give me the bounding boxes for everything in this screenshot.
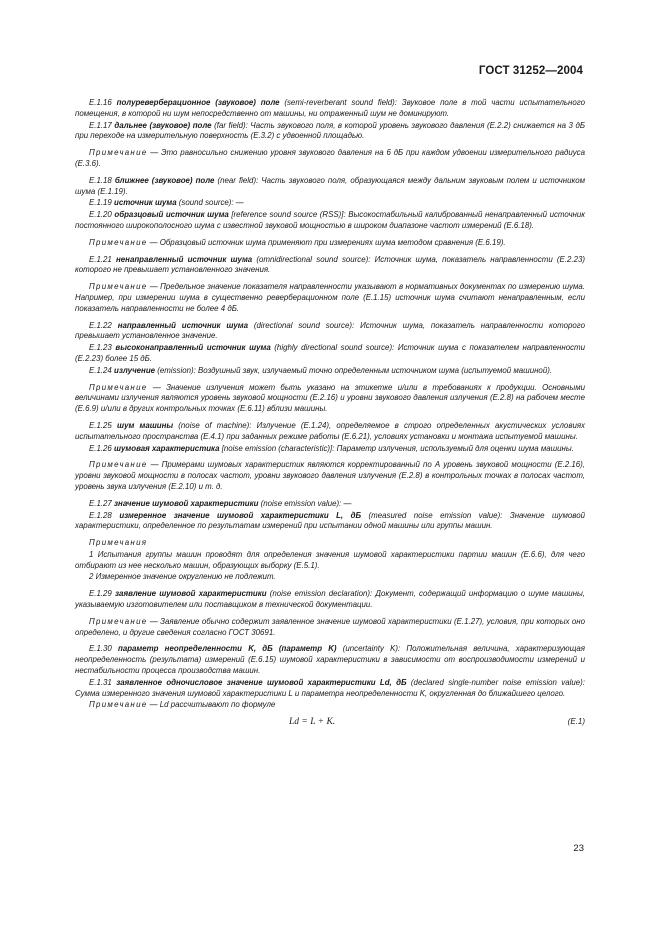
entry-e1-28: Е.1.28 измеренное значение шумовой характеристики L, дБ (measured noise emission value): Значение шумовой характеристики, определенное по результатам измерений при испытании одной машины или группы машин. <box>75 510 585 531</box>
entry-e1-17: Е.1.17 дальнее (звуковое) поле (far field): Часть звукового поля, в которой уровень звукового давления (Е.2.2) снижается на 3 дБ при переходе на измерительную поверхность (Е.3.2) с удвоенной площадью. <box>75 120 585 141</box>
note: Примечание — Это равносильно снижению уровня звукового давления на 6 дБ при каждом удвоении измерительного радиуса (Е.3.6). <box>75 148 585 168</box>
note: Примечание — Значение излучения может быть указано на этикетке и/или в требованиях к продукции. Основными величинами излучения являются уровень звуковой мощности (Е.2.16) и уровни звукового давления излучения (Е.2.8) на рабочем месте (Е.6.9) и/или в других контрольных точках (Е.6.11) вблизи машины. <box>75 382 585 414</box>
formula-note: Примечание — Ld рассчитывают по формуле <box>89 700 276 710</box>
entry-e1-20: Е.1.20 образцовый источник шума [reference sound source (RSS)]: Высокостабильный калиброванный ненаправленный источник постоянного широкополосного шума с известной звуковой мощностью в широком диапазоне частот измерений (Е.6.18). <box>75 210 585 230</box>
formula-expression: Ld = L + K. <box>289 717 336 728</box>
page-number: 23 <box>573 843 584 854</box>
entry-e1-29: Е.1.29 заявление шумовой характеристики (noise emission declaration): Документ, содержащий информацию о шуме машины, указываемую изготовителем или поставщиком в технической документации. <box>75 589 585 610</box>
entry-e1-24: Е.1.24 излучение (emission): Воздушный звук, излучаемый точно определенным источником шума (испытуемой машиной). <box>89 365 553 375</box>
entry-e1-25: Е.1.25 шум машины (noise of machine): Излучение (Е.1.24), определяемое в строго определенных акустических условиях испытательного пространства (Е.4.1) при заданных режиме работы (Е.6.21), условиях установки и монтажа испытуемой машины. <box>75 420 585 441</box>
note: Примечание — Заявление обычно содержит заявленное значение шумовой характеристики (Е.1.27), условия, при которых оно определено, и другие сведения согласно ГОСТ 30691. <box>75 616 585 637</box>
entry-e1-26: Е.1.26 шумовая характеристика [noise emission (characteristic)]: Параметр излучения, используемый для оценки шума машины. <box>89 443 574 453</box>
entry-e1-23: Е.1.23 высоконаправленный источник шума (highly directional sound source): Источник шума с показателем направленности (Е.2.23) более 15 дБ. <box>75 343 585 363</box>
note: Примечание — Предельное значение показателя направленности указывают в нормативных документах по измерению шума. Например, при измерении шума в существенно реверберационном поле (Е.1.15) источник шума считают ненаправленным, если показатель направленности не более 4 дБ. <box>75 282 585 313</box>
note-item: 1 Испытания группы машин проводят для определения значения шумовой характеристики партии машин (Е.6.6), для чего отбирают из нее несколько машин, образующих выборку (Е.5.1). <box>75 549 585 570</box>
entry-e1-21: Е.1.21 ненаправленный источник шума (omnidirectional sound source): Источник шума, показатель направленности (Е.2.23) которого не превышает установленного значения. <box>75 254 585 275</box>
entry-e1-19: Е.1.19 источник шума (sound source): — <box>89 198 244 208</box>
document-header: ГОСТ 31252—2004 <box>478 65 583 77</box>
notes-heading: Примечания <box>89 538 148 548</box>
note: Примечание — Примерами шумовых характеристик являются корректированный по А уровень звуковой мощности (Е.2.16), уровни звуковой мощности в полосах частот, уровни звукового давления излучения (Е.2.8) в контрольных точках в полосах частот, уровень звука излучения (Е.2.10) и т. д. <box>75 460 585 491</box>
note: Примечание — Образцовый источник шума применяют при измерениях шума методом сравнения (Е.6.19). <box>89 237 506 247</box>
entry-e1-30: Е.1.30 параметр неопределенности K, дБ (параметр K) (uncertainty K): Положительная величина, характеризующая неопределенность (результата) измерений (Е.6.15) шумовой характеристики в зависимости от воспроизводимости измерений и нестабильности процесса производства машин. <box>75 644 585 676</box>
formula-number: (Е.1) <box>567 717 585 727</box>
entry-e1-18: Е.1.18 ближнее (звуковое) поле (near field): Часть звукового поля, образующаяся между дальним звуковым полем и источником шума (Е.1.19). <box>75 175 585 196</box>
document-body <box>75 98 585 731</box>
formula-e1-1 <box>75 715 585 731</box>
entry-e1-31: Е.1.31 заявленное одночисловое значение шумовой характеристики Ld, дБ (declared single-number noise emission value): Сумма измеренного значения шумовой характеристики L и параметра неопределенности K, округленная до ближайшего целого. <box>75 677 585 698</box>
note-item: 2 Измеренное значение округлению не подлежит. <box>89 572 276 582</box>
entry-e1-27: Е.1.27 значение шумовой характеристики (noise emission value): — <box>89 498 352 508</box>
entry-e1-22: Е.1.22 направленный источник шума (directional sound source): Источник шума, показатель направленности которого превышает установленное значение. <box>75 320 585 341</box>
entry-e1-16: Е.1.16 полуреверберационное (звуковое) поле (semi-reverberant sound field): Звуковое поле в той части испытательного помещения, в которой ни шум непосредственно от машины, ни отраженный шум не доминируют. <box>75 98 585 118</box>
